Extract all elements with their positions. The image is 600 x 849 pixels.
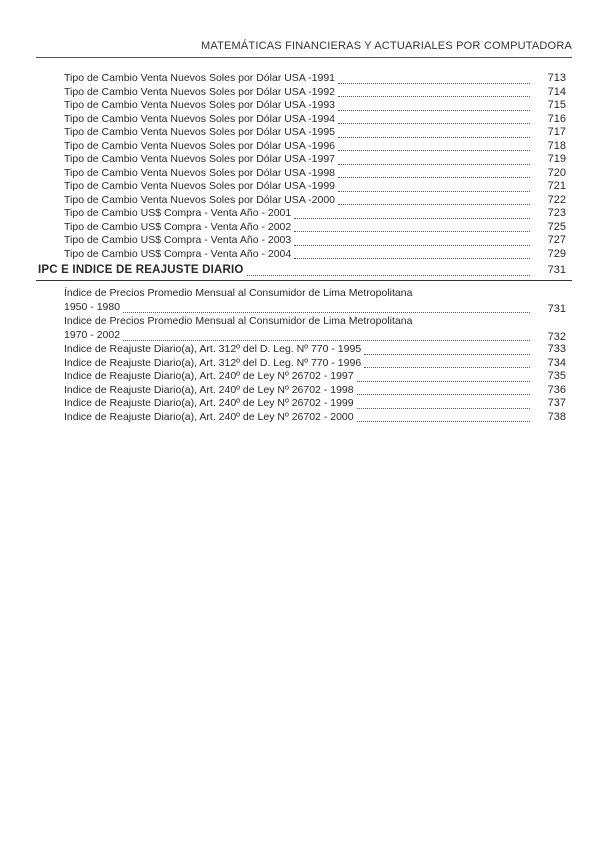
dot-leader: [338, 123, 530, 138]
toc-entry-page: 722: [547, 193, 566, 206]
toc-entry-page: 733: [547, 343, 566, 355]
toc-entry-page: 720: [547, 166, 566, 179]
toc-entry-title: Tipo de Cambio US$ Compra - Venta Año - 2004: [64, 247, 292, 260]
dot-leader: [357, 381, 530, 396]
dot-leader: [364, 340, 529, 355]
dot-leader: [338, 150, 530, 165]
toc-entry-title: Tipo de Cambio Venta Nuevos Soles por Dólar USA -2000: [64, 193, 336, 206]
dot-leader: [294, 245, 529, 260]
toc-entry-page: 725: [547, 220, 566, 233]
dot-leader: [338, 96, 530, 111]
toc-entry-page: 736: [547, 383, 566, 396]
toc-entry-title: Tipo de Cambio Venta Nuevos Soles por Dólar USA -1996: [64, 139, 336, 152]
toc-entry-title-cont: 1970 - 2002: [64, 329, 121, 341]
toc-entry-page: 713: [547, 72, 566, 84]
section-rule: [36, 280, 572, 281]
dot-leader: [294, 204, 529, 219]
dot-leader: [357, 367, 530, 382]
toc-entry-page: 716: [547, 112, 566, 125]
toc-entry-page: 717: [547, 126, 566, 138]
toc-entry-title: Tipo de Cambio US$ Compra - Venta Año - 2003: [64, 234, 292, 246]
toc-entry-page: 714: [547, 85, 566, 98]
dot-leader: [338, 191, 530, 206]
toc-entry-multiline: [0, 287, 600, 315]
toc-entry-page: 721: [547, 180, 566, 192]
dot-leader: [294, 231, 529, 246]
toc-entry-title: Indice de Reajuste Diario(a), Art. 240º de Ley Nº 26702 - 2000: [64, 410, 354, 423]
dot-leader: [357, 408, 530, 423]
toc-entry-page: 718: [547, 139, 566, 152]
toc-entry-title: Tipo de Cambio Venta Nuevos Soles por Dólar USA -1993: [64, 99, 336, 111]
toc-entry-page: 715: [547, 99, 566, 111]
toc-entry-title: Indice de Reajuste Diario(a), Art. 240º de Ley Nº 26702 - 1997: [64, 370, 354, 382]
header-rule: [36, 57, 572, 58]
toc-entry-page: 729: [547, 247, 566, 260]
toc-entry-page: 737: [547, 397, 566, 409]
toc-group-ipc: [0, 287, 600, 343]
toc-entry-page: 738: [547, 410, 566, 423]
toc-entry-title: Indice de Reajuste Diario(a), Art. 240º de Ley Nº 26702 - 1998: [64, 383, 354, 396]
toc-section-page: 731: [547, 264, 566, 276]
toc-entry-title: Indice de Precios Promedio Mensual al Consumidor de Lima Metropolitana: [64, 315, 413, 327]
dot-leader: [357, 394, 530, 409]
dot-leader: [123, 298, 530, 313]
toc-entry-title: Indice de Reajuste Diario(a), Art. 312º del D. Leg. Nº 770 - 1996: [64, 356, 362, 369]
dot-leader: [338, 83, 530, 98]
toc-entry: [0, 248, 600, 262]
toc-entry-page: 734: [547, 356, 566, 369]
toc-group-reajuste: [0, 343, 600, 424]
toc-entry-page: 732: [547, 331, 566, 343]
toc-entry: [0, 411, 600, 425]
toc-entry-multiline: [0, 315, 600, 343]
toc-section-row: [0, 263, 600, 278]
dot-leader: [247, 260, 530, 276]
toc-group-exchange-rates: [0, 72, 600, 261]
dot-leader: [338, 177, 530, 192]
toc-entry-title: Tipo de Cambio Venta Nuevos Soles por Dólar USA -1991: [64, 72, 336, 84]
dot-leader: [123, 326, 530, 341]
toc-entry-page: 723: [547, 207, 566, 219]
toc-entry-title: Tipo de Cambio Venta Nuevos Soles por Dólar USA -1994: [64, 112, 336, 125]
dot-leader: [338, 137, 530, 152]
table-of-contents: [0, 72, 600, 424]
dot-leader: [338, 110, 530, 125]
running-header: MATEMÁTICAS FINANCIERAS Y ACTUARIALES POR COMPUTADORA: [200, 40, 572, 52]
toc-entry-page: 731: [547, 303, 566, 315]
toc-entry-title: Tipo de Cambio Venta Nuevos Soles por Dólar USA -1995: [64, 126, 336, 138]
toc-entry-page: 735: [547, 370, 566, 382]
toc-entry-title: Tipo de Cambio Venta Nuevos Soles por Dólar USA -1992: [64, 85, 336, 98]
dot-leader: [364, 354, 529, 369]
toc-entry-title-cont: 1950 - 1980: [64, 301, 121, 313]
toc-entry-title: Tipo de Cambio Venta Nuevos Soles por Dólar USA -1998: [64, 166, 336, 179]
toc-entry-title: Tipo de Cambio US$ Compra - Venta Año - 2001: [64, 207, 292, 219]
toc-entry-title: Tipo de Cambio Venta Nuevos Soles por Dólar USA -1999: [64, 180, 336, 192]
toc-entry-title: Indice de Reajuste Diario(a), Art. 312º del D. Leg. Nº 770 - 1995: [64, 343, 362, 355]
toc-entry-title: Índice de Precios Promedio Mensual al Consumidor de Lima Metropolitana: [64, 287, 413, 299]
dot-leader: [338, 69, 530, 84]
toc-entry-title: Tipo de Cambio US$ Compra - Venta Año - 2002: [64, 220, 292, 233]
toc-entry-title: Indice de Reajuste Diario(a), Art. 240º de Ley Nº 26702 - 1999: [64, 397, 354, 409]
toc-section-title: IPC E INDICE DE REAJUSTE DIARIO: [38, 264, 244, 276]
dot-leader: [338, 164, 530, 179]
toc-entry-title: Tipo de Cambio Venta Nuevos Soles por Dólar USA -1997: [64, 153, 336, 165]
toc-entry-page: 727: [547, 234, 566, 246]
toc-entry-page: 719: [547, 153, 566, 165]
dot-leader: [294, 218, 529, 233]
